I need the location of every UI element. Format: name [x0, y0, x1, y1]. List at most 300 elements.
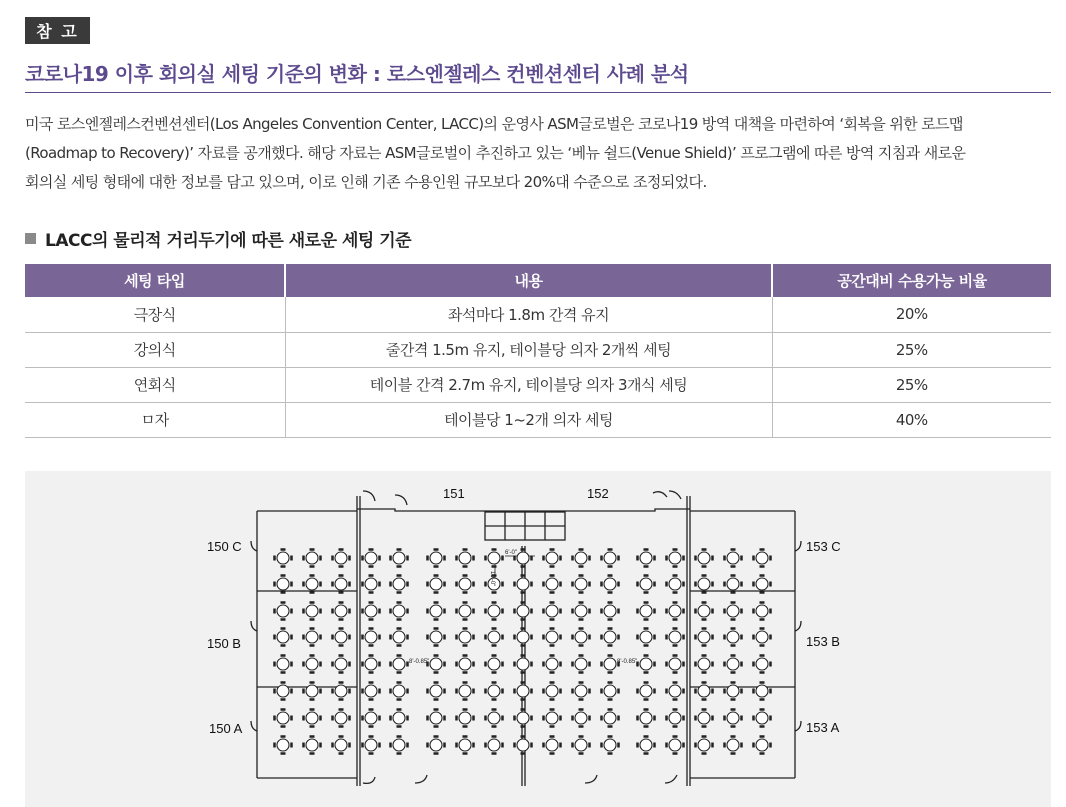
banquet-table — [600, 601, 620, 621]
chair — [472, 689, 475, 694]
chair — [273, 556, 276, 561]
room-label-150b: 150 B — [207, 636, 241, 651]
chair — [723, 582, 726, 587]
chair — [339, 644, 344, 647]
chair — [694, 609, 697, 614]
chair — [702, 601, 707, 604]
chair — [463, 627, 468, 630]
banquet-table — [361, 708, 381, 728]
banquet-table — [542, 708, 562, 728]
cell-ratio: 20% — [772, 297, 1051, 332]
table-top — [546, 658, 558, 670]
chair — [653, 716, 656, 721]
cell-ratio: 25% — [772, 332, 1051, 367]
chair — [521, 644, 526, 647]
table-top — [488, 552, 500, 564]
chair — [760, 752, 765, 755]
chair — [702, 548, 707, 551]
chair — [463, 644, 468, 647]
table-top — [430, 578, 442, 590]
chair — [434, 548, 439, 551]
table-top — [430, 739, 442, 751]
chair — [434, 735, 439, 738]
banquet-table — [636, 735, 656, 755]
banquet-table — [513, 681, 533, 701]
chair — [302, 743, 305, 748]
cell-content: 테이블 간격 2.7m 유지, 테이블당 의자 3개식 세팅 — [285, 367, 772, 402]
chair — [550, 627, 555, 630]
chair — [550, 565, 555, 568]
table-top — [430, 685, 442, 697]
chair — [731, 565, 736, 568]
chair — [348, 662, 351, 667]
chair — [472, 582, 475, 587]
chair — [530, 689, 533, 694]
banquet-table — [571, 681, 591, 701]
chair — [492, 601, 497, 604]
chair — [608, 548, 613, 551]
chair — [426, 609, 429, 614]
chair — [331, 743, 334, 748]
chair — [694, 635, 697, 640]
chair — [310, 601, 315, 604]
chair — [443, 635, 446, 640]
chair — [348, 556, 351, 561]
chair — [682, 689, 685, 694]
chair — [571, 743, 574, 748]
chair — [760, 618, 765, 621]
chair — [740, 609, 743, 614]
chair — [348, 609, 351, 614]
chair — [588, 635, 591, 640]
chair — [550, 725, 555, 728]
banquet-table — [694, 627, 714, 647]
chair — [702, 681, 707, 684]
banquet-table — [665, 708, 685, 728]
chair — [443, 689, 446, 694]
chair — [455, 716, 458, 721]
chair — [702, 627, 707, 630]
chair — [752, 743, 755, 748]
chair — [273, 582, 276, 587]
chair — [463, 698, 468, 701]
chair — [281, 565, 286, 568]
banquet-table — [273, 548, 293, 568]
chair — [608, 627, 613, 630]
chair — [530, 556, 533, 561]
chair — [682, 582, 685, 587]
chair — [378, 662, 381, 667]
banquet-table — [571, 574, 591, 594]
banquet-table — [542, 654, 562, 674]
chair — [406, 716, 409, 721]
table-top — [365, 739, 377, 751]
table-top — [277, 712, 289, 724]
chair — [702, 591, 707, 594]
table-top — [698, 712, 710, 724]
square-bullet-icon — [25, 233, 36, 244]
chair — [550, 752, 555, 755]
table-top — [698, 739, 710, 751]
banquet-table — [600, 627, 620, 647]
chair — [361, 689, 364, 694]
table-top — [430, 712, 442, 724]
chair — [752, 582, 755, 587]
chair — [406, 743, 409, 748]
chair — [588, 689, 591, 694]
table-top — [756, 712, 768, 724]
chair — [361, 662, 364, 667]
chair — [369, 565, 374, 568]
chair — [484, 556, 487, 561]
chair — [501, 635, 504, 640]
chair — [443, 743, 446, 748]
chair — [389, 716, 392, 721]
table-top — [756, 685, 768, 697]
chair — [542, 743, 545, 748]
banquet-table — [302, 548, 322, 568]
chair — [644, 618, 649, 621]
chair — [608, 601, 613, 604]
chair — [319, 716, 322, 721]
banquet-table — [455, 574, 475, 594]
chair — [682, 609, 685, 614]
chair — [273, 689, 276, 694]
chair — [636, 635, 639, 640]
chair — [521, 708, 526, 711]
chair — [617, 582, 620, 587]
chair — [550, 671, 555, 674]
banquet-table — [636, 548, 656, 568]
chair — [588, 609, 591, 614]
chair — [760, 591, 765, 594]
chair — [361, 716, 364, 721]
chair — [752, 716, 755, 721]
chair — [702, 698, 707, 701]
chair — [617, 556, 620, 561]
chair — [319, 609, 322, 614]
chair — [636, 689, 639, 694]
table-top — [727, 578, 739, 590]
cell-type: ㅁ자 — [25, 402, 285, 437]
chair — [723, 716, 726, 721]
door-arcs-top — [363, 491, 681, 505]
chair — [769, 556, 772, 561]
floorplan-diagram — [25, 471, 1051, 807]
banquet-table — [484, 681, 504, 701]
chair — [378, 716, 381, 721]
banquet-table — [665, 681, 685, 701]
table-top — [698, 552, 710, 564]
banquet-table — [600, 708, 620, 728]
chair — [389, 556, 392, 561]
chair — [579, 618, 584, 621]
chair — [723, 662, 726, 667]
banquet-table — [694, 681, 714, 701]
banquet-table — [455, 654, 475, 674]
table-top — [727, 631, 739, 643]
table-top — [335, 712, 347, 724]
table-top — [575, 712, 587, 724]
table-top — [393, 631, 405, 643]
table-row — [25, 332, 1051, 367]
title-divider — [25, 92, 1051, 93]
chair — [484, 582, 487, 587]
chair — [752, 662, 755, 667]
chair — [369, 654, 374, 657]
chair — [397, 644, 402, 647]
chair — [339, 725, 344, 728]
chair — [397, 548, 402, 551]
chair — [501, 689, 504, 694]
chair — [702, 735, 707, 738]
chair — [331, 582, 334, 587]
table-top — [459, 552, 471, 564]
banquet-table — [389, 601, 409, 621]
chair — [443, 716, 446, 721]
chair — [426, 716, 429, 721]
chair — [455, 689, 458, 694]
banquet-table — [484, 735, 504, 755]
chair — [463, 618, 468, 621]
chair — [702, 654, 707, 657]
banquet-table — [302, 681, 322, 701]
table-top — [640, 552, 652, 564]
chair — [369, 698, 374, 701]
banquet-table — [455, 681, 475, 701]
dimension-label: 10'-0" — [489, 571, 495, 587]
chair — [550, 654, 555, 657]
chair — [731, 618, 736, 621]
table-top — [604, 605, 616, 617]
banquet-table — [665, 574, 685, 594]
banquet-table — [636, 574, 656, 594]
chair — [711, 609, 714, 614]
table-top — [698, 631, 710, 643]
chair — [769, 609, 772, 614]
chair — [426, 743, 429, 748]
chair — [302, 582, 305, 587]
chair — [434, 752, 439, 755]
chair — [302, 689, 305, 694]
chair — [731, 671, 736, 674]
chair — [406, 582, 409, 587]
table-top — [756, 578, 768, 590]
chair — [521, 752, 526, 755]
banquet-table — [389, 548, 409, 568]
chair — [636, 556, 639, 561]
chair — [397, 591, 402, 594]
table-top — [604, 712, 616, 724]
banquet-table — [426, 627, 446, 647]
table-top — [459, 712, 471, 724]
banquet-table — [455, 735, 475, 755]
chair — [673, 591, 678, 594]
banquet-table — [331, 708, 351, 728]
chair — [281, 725, 286, 728]
table-top — [669, 685, 681, 697]
chair — [492, 752, 497, 755]
chair — [542, 716, 545, 721]
banquet-table — [752, 681, 772, 701]
section-heading — [25, 226, 411, 251]
chair — [369, 671, 374, 674]
banquet-table — [361, 627, 381, 647]
table-top — [727, 605, 739, 617]
chair — [665, 689, 668, 694]
table-top — [517, 631, 529, 643]
table-top — [575, 739, 587, 751]
table-top — [459, 685, 471, 697]
chair — [472, 609, 475, 614]
banquet-table — [426, 681, 446, 701]
table-top — [277, 658, 289, 670]
banquet-table — [665, 601, 685, 621]
chair — [608, 618, 613, 621]
chair — [521, 601, 526, 604]
chair — [281, 627, 286, 630]
table-top — [335, 552, 347, 564]
table-top — [517, 578, 529, 590]
chair — [559, 609, 562, 614]
chair — [426, 635, 429, 640]
chair — [434, 671, 439, 674]
chair — [617, 635, 620, 640]
chair — [281, 601, 286, 604]
chair — [361, 635, 364, 640]
banquet-table — [361, 681, 381, 701]
chair — [319, 743, 322, 748]
banquet-table — [331, 627, 351, 647]
chair — [571, 582, 574, 587]
banquet-table — [723, 548, 743, 568]
chair — [769, 689, 772, 694]
table-top — [306, 578, 318, 590]
chair — [550, 698, 555, 701]
chair — [550, 591, 555, 594]
table-top — [277, 578, 289, 590]
chair — [530, 582, 533, 587]
chair — [290, 556, 293, 561]
banquet-table — [302, 627, 322, 647]
chair — [389, 743, 392, 748]
banquet-table — [694, 735, 714, 755]
chair — [702, 752, 707, 755]
wall-left-divider — [357, 496, 360, 786]
chair — [711, 689, 714, 694]
chair — [397, 735, 402, 738]
chair — [740, 662, 743, 667]
banquet-table — [752, 627, 772, 647]
floorplan-panel — [25, 471, 1051, 807]
chair — [492, 698, 497, 701]
banquet-table — [752, 654, 772, 674]
chair — [600, 662, 603, 667]
chair — [665, 716, 668, 721]
table-row — [25, 367, 1051, 402]
chair — [740, 689, 743, 694]
banquet-table — [389, 708, 409, 728]
table-top — [459, 631, 471, 643]
chair — [682, 635, 685, 640]
chair — [636, 609, 639, 614]
chair — [369, 574, 374, 577]
banquet-table — [331, 601, 351, 621]
chair — [636, 582, 639, 587]
chair — [339, 565, 344, 568]
chair — [310, 698, 315, 701]
chair — [711, 582, 714, 587]
banquet-table — [600, 548, 620, 568]
banquet-table — [513, 708, 533, 728]
chair — [455, 609, 458, 614]
table-top — [727, 685, 739, 697]
chair — [290, 743, 293, 748]
chair — [434, 644, 439, 647]
chair — [290, 582, 293, 587]
banquet-table — [273, 681, 293, 701]
banquet-table — [361, 654, 381, 674]
table-top — [335, 605, 347, 617]
table-top — [277, 685, 289, 697]
table-top — [575, 658, 587, 670]
chair — [550, 644, 555, 647]
chair — [484, 635, 487, 640]
chair — [760, 671, 765, 674]
cell-ratio: 40% — [772, 402, 1051, 437]
banquet-table — [665, 735, 685, 755]
cell-ratio: 25% — [772, 367, 1051, 402]
chair — [389, 635, 392, 640]
chair — [731, 627, 736, 630]
chair — [617, 716, 620, 721]
chair — [397, 574, 402, 577]
chair — [369, 591, 374, 594]
table-top — [365, 631, 377, 643]
chair — [484, 609, 487, 614]
chair — [653, 635, 656, 640]
chair — [463, 654, 468, 657]
table-top — [335, 658, 347, 670]
chair — [617, 743, 620, 748]
chair — [389, 609, 392, 614]
table-top — [756, 605, 768, 617]
chair — [310, 574, 315, 577]
cell-content: 좌석마다 1.8m 간격 유지 — [285, 297, 772, 332]
chair — [443, 556, 446, 561]
chair — [571, 635, 574, 640]
banquet-table — [273, 708, 293, 728]
chair — [339, 591, 344, 594]
chair — [521, 565, 526, 568]
chair — [513, 582, 516, 587]
chair — [369, 725, 374, 728]
chair — [501, 716, 504, 721]
chair — [559, 689, 562, 694]
chair — [608, 708, 613, 711]
banquet-table — [302, 708, 322, 728]
chair — [559, 635, 562, 640]
chair — [434, 725, 439, 728]
header-content: 내용 — [285, 264, 772, 297]
table-top — [306, 605, 318, 617]
table-top — [640, 578, 652, 590]
chair — [492, 627, 497, 630]
banquet-table — [426, 574, 446, 594]
chair — [542, 689, 545, 694]
banquet-table — [513, 601, 533, 621]
chair — [472, 556, 475, 561]
